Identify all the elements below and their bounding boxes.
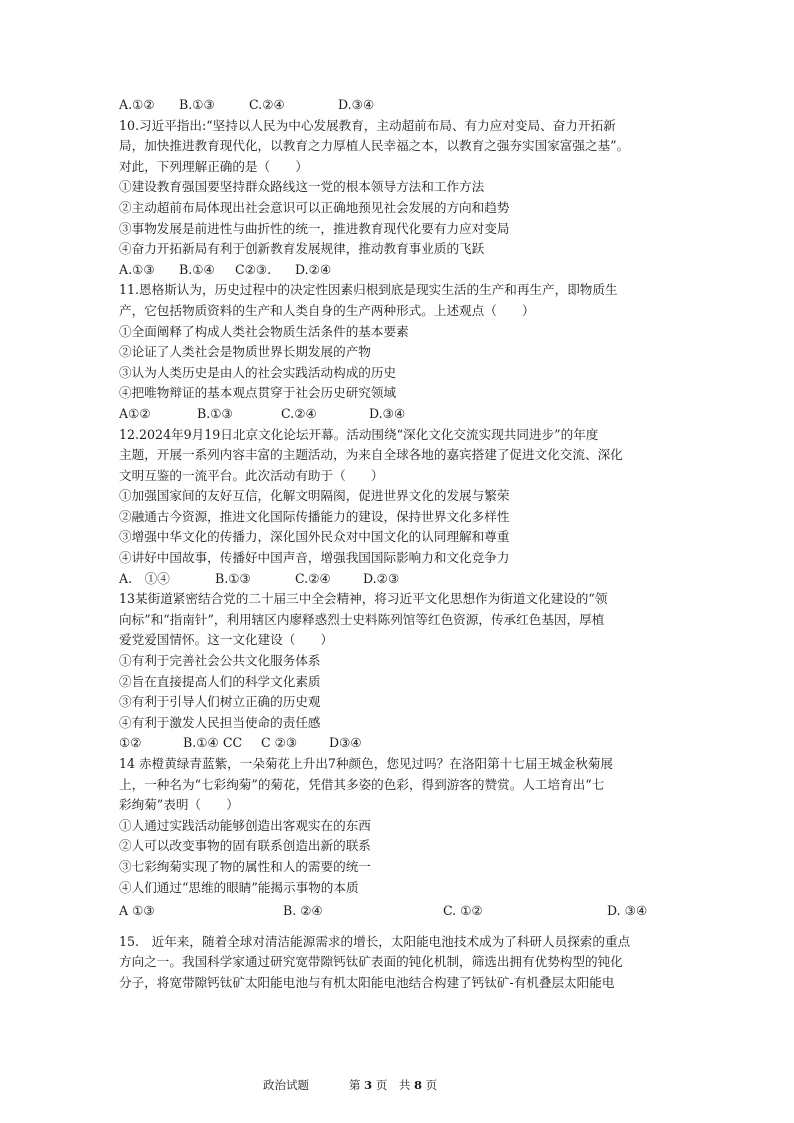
q13-options: [119, 733, 684, 754]
footer-page-number: [349, 1077, 437, 1093]
q10-item-2: ②主动超前布局体现出社会意识可以正确地预见社会发展的方向和趋势: [119, 199, 510, 215]
q11-option-b: B.①③: [197, 405, 233, 421]
question-13: [119, 589, 684, 754]
q9-option-d: D.③④: [338, 97, 375, 112]
q14-stem-line: 14 赤橙黄绿青蓝紫，一朵菊花上升出7种颜色，您见过吗？在洛阳第十七届王城金秋菊展: [119, 756, 614, 771]
q14-item-4: ④人们通过“思维的眼睛”能揭示事物的本质: [119, 879, 359, 895]
q15-stem-line: 分子，将宽带隙钙钛矿太阳能电池与有机太阳能电池结合构建了钙钛矿-有机叠层太阳能电: [119, 974, 615, 990]
q9-option-c: C.②④: [249, 97, 285, 112]
q10-stem-line: 对此，下列理解正确的是（ ）: [119, 158, 308, 174]
q11-stem-line: 11.恩格斯认为，历史过程中的决定性因素归根到底是现实生活的生产和再生产，即物质生: [119, 282, 618, 298]
q11-item-2: ②论证了人类社会是物质世界长期发展的产物: [119, 344, 371, 360]
q12-item-1: ①加强国家间的友好互信，化解文明隔阂，促进世界文化的发展与繁荣: [119, 488, 510, 504]
q9-option-b: B.①③: [179, 97, 215, 112]
q13-stem-line: 13某街道紧密结合党的二十届三中全会精神，将习近平文化思想作为街道文化建设的“领: [119, 591, 608, 607]
question-15: [119, 932, 684, 994]
q14-option-b: B. ②④: [283, 903, 323, 919]
q9-options: [119, 95, 684, 116]
footer-subject: 政治试题: [263, 1078, 309, 1092]
q15-stem-line: 15. 近年来，随着全球对清洁能源需求的增长，太阳能电池技术成为了科研人员探索的重点: [119, 933, 631, 949]
q10-stem-line: 局，加快推进教育现代化，以教育之力厚植人民幸福之本，以教育之强夯实国家富强之基”。: [119, 138, 630, 154]
q11-stem-line: 产，它包括物质资料的生产和人类自身的生产两种形式。上述观点（ ）: [119, 302, 535, 318]
footer-page-mid: 页 共: [375, 1078, 411, 1092]
q12-stem-line: 主题，开展一系列内容丰富的主题活动，为来自全球各地的嘉宾搭建了促进文化交流、深化: [119, 447, 623, 463]
q13-item-3: ③有利于引导人们树立正确的历史观: [119, 694, 321, 710]
q11-item-1: ①全面阐释了构成人类社会物质生活条件的基本要素: [119, 323, 409, 339]
footer-page-post: 页: [425, 1078, 438, 1092]
q13-item-2: ②旨在直接提高人们的科学文化素质: [119, 673, 321, 689]
q14-stem-line: 上，一种名为“七彩绚菊”的菊花，凭借其多姿的色彩，得到游客的赞赏。人工培育出“七: [119, 776, 605, 792]
q12-item-2: ②融通古今资源，推进文化国际传播能力的建设，保持世界文化多样性: [119, 508, 510, 524]
q12-option-d: D.②③: [363, 570, 400, 586]
footer-current-page: 3: [364, 1078, 373, 1092]
q14-item-3: ③七彩绚菊实现了物的属性和人的需要的统一: [119, 858, 371, 874]
q13-stem-line: 爱党爱国情怀。这一文化建设（ ）: [119, 632, 334, 648]
q12-option-a: A. ①④: [119, 570, 170, 586]
q10-option-d: D.②④: [295, 261, 332, 277]
q13-stem-line: 向标”和“指南针”，利用辖区内廖释惑烈士史料陈列馆等红色资源，传承红色基因，厚植: [119, 611, 605, 627]
footer-total-pages: 8: [413, 1078, 422, 1092]
q10-options: [119, 260, 684, 281]
question-14: [119, 754, 684, 922]
question-12: [119, 425, 684, 590]
q11-item-3: ③认为人类历史是由人的社会实践活动构成的历史: [119, 364, 397, 380]
q13-item-4: ④有利于激发人民担当使命的责任感: [119, 714, 321, 730]
q10-option-a: A.①③: [119, 261, 155, 277]
q10-option-c: C②③.: [235, 261, 272, 277]
q12-option-b: B.①③: [215, 570, 251, 586]
q12-stem-line: 文明互鉴的一流平台。此次活动有助于（ ）: [119, 467, 384, 483]
q14-item-2: ②人可以改变事物的固有联系创造出新的联系: [119, 838, 371, 854]
question-10: [119, 116, 684, 281]
question-11: [119, 280, 684, 424]
q9-option-a: A.①②: [119, 97, 155, 112]
q11-item-4: ④把唯物辩证的基本观点贯穿于社会历史研究领域: [119, 385, 397, 401]
q12-options: [119, 569, 684, 590]
q10-option-b: B.①④: [179, 261, 215, 277]
q14-options: [119, 901, 684, 922]
q11-options: [119, 404, 684, 425]
q14-option-d: D. ③④: [607, 903, 648, 919]
q10-item-1: ①建设教育强国要坚持群众路线这一党的根本领导方法和工作方法: [119, 179, 485, 195]
q13-option-a: ①②: [119, 735, 142, 751]
q10-stem-line: 10.习近平指出:“坚持以人民为中心发展教育，主动超前布局、有力应对变局、奋力开拓新: [119, 117, 616, 133]
q14-item-1: ①人通过实践活动能够创造出客观实在的东西: [119, 817, 371, 833]
q11-option-c: C.②④: [281, 405, 317, 421]
q12-option-c: C.②④: [295, 570, 331, 586]
q13-option-c: C ②③: [261, 735, 298, 751]
q14-option-c: C. ①②: [443, 903, 483, 919]
q12-item-4: ④讲好中国故事，传播好中国声音，增强我国国际影响力和文化竞争力: [119, 550, 510, 566]
q10-item-4: ④奋力开拓新局有利于创新教育发展规律，推动教育事业质的飞跃: [119, 241, 485, 257]
q10-item-3: ③事物发展是前进性与曲折性的统一，推进教育现代化要有力应对变局: [119, 220, 510, 236]
q11-option-d: D.③④: [369, 405, 406, 421]
q13-option-d: D③④: [329, 735, 362, 751]
exam-page: [119, 95, 684, 994]
q13-option-b: B.①④ CC: [183, 735, 243, 751]
q14-stem-line: 彩绚菊”表明（ ）: [119, 797, 239, 813]
footer-page-pre: 第: [349, 1078, 361, 1092]
q15-stem-line: 方向之一。我国科学家通过研究宽带隙钙钛矿表面的钝化机制，筛选出拥有优势构型的钝化: [119, 954, 623, 970]
q11-option-a: A①②: [119, 405, 151, 421]
q12-stem-line: 12.2024年9月19日北京文化论坛开幕。活动围绕“深化文化交流实现共同进步”的年度: [119, 426, 599, 442]
q13-item-1: ①有利于完善社会公共文化服务体系: [119, 653, 321, 669]
q12-item-3: ③增强中华文化的传播力，深化国外民众对中国文化的认同理解和尊重: [119, 529, 510, 545]
q14-option-a: A ①③: [119, 903, 155, 919]
